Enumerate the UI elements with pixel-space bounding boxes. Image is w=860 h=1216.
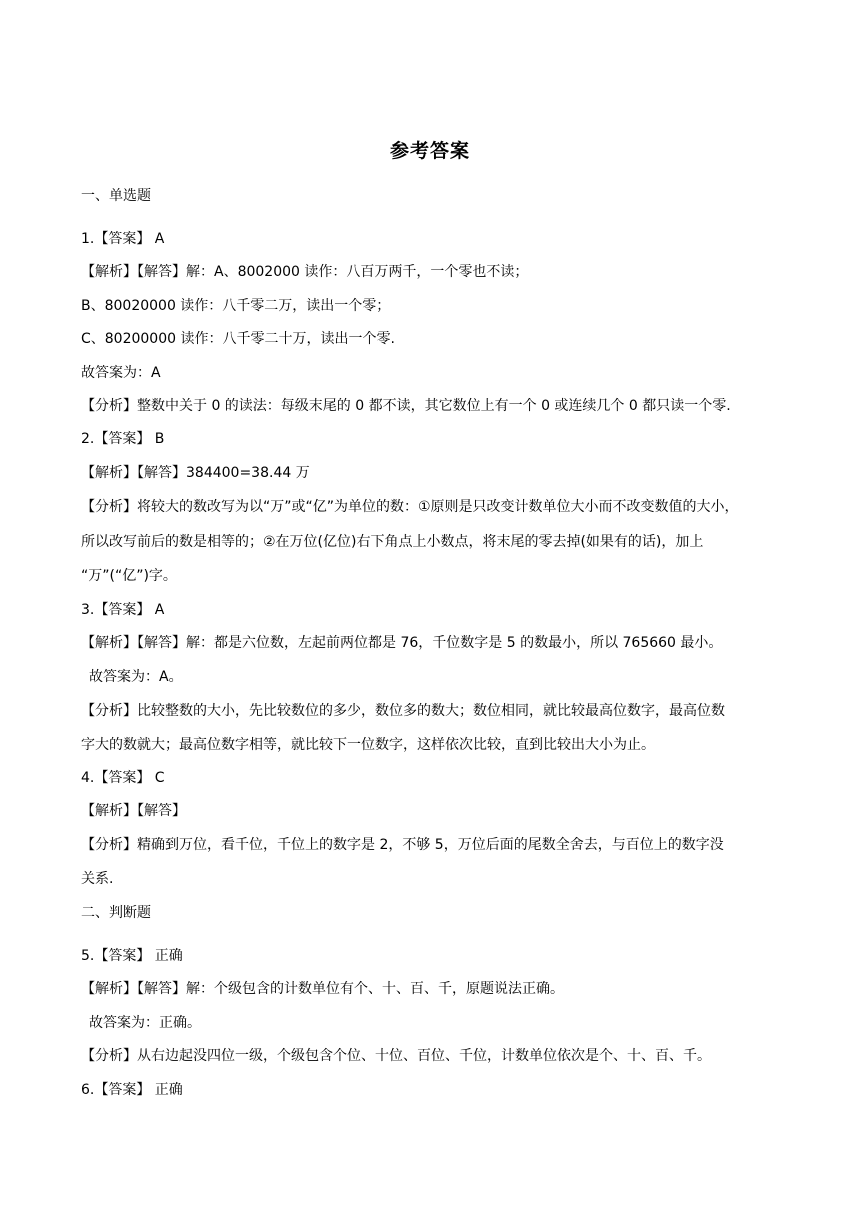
answer-6: 6.【答案】 正确 (81, 1082, 183, 1098)
conclusion-1: 故答案为：A (81, 365, 161, 381)
answer-2: 2.【答案】 B (81, 431, 165, 447)
analysis-4: 【解析】【解答】 (81, 803, 186, 819)
analysis-3: 【解析】【解答】解：都是六位数，左起前两位都是 76，千位数字是 5 的数最小，所以 765660 最小。 (81, 635, 723, 651)
analysis-1-option-c: C、80200000 读作：八千零二十万，读出一个零. (81, 331, 395, 347)
answer-1: 1.【答案】 A (81, 231, 165, 247)
explanation-3-line-2: 字大的数就大；最高位数字相等，就比较下一位数字，这样依次比较，直到比较出大小为止。 (81, 737, 655, 753)
answer-5: 5.【答案】 正确 (81, 948, 183, 964)
page-title: 参考答案 (389, 140, 470, 162)
explanation-2-line-2: 所以改写前后的数是相等的；②在万位(亿位)右下角点上小数点，将末尾的零去掉(如果有的话)，加上 (81, 534, 704, 550)
conclusion-3: 故答案为：A。 (89, 669, 183, 685)
analysis-5: 【解析】【解答】解：个级包含的计数单位有个、十、百、千，原题说法正确。 (81, 981, 564, 997)
explanation-1: 【分析】整数中关于 0 的读法：每级末尾的 0 都不读，其它数位上有一个 0 或连续几个 0 都只读一个零. (81, 398, 731, 414)
analysis-1: 【解析】【解答】解：A、8002000 读作：八百万两千，一个零也不读； (81, 264, 529, 280)
answer-4: 4.【答案】 C (81, 770, 165, 786)
explanation-4-line-1: 【分析】精确到万位，看千位，千位上的数字是 2，不够 5，万位后面的尾数全舍去，与百位上的数字没 (81, 837, 724, 853)
analysis-2: 【解析】【解答】384400=38.44 万 (81, 465, 310, 481)
section-heading-true-false: 二、判断题 (81, 905, 151, 921)
answer-3: 3.【答案】 A (81, 602, 165, 618)
section-heading-single-choice: 一、单选题 (81, 188, 151, 204)
analysis-1-option-b: B、80020000 读作：八千零二万，读出一个零； (81, 298, 391, 314)
conclusion-5: 故答案为：正确。 (89, 1015, 201, 1031)
explanation-5: 【分析】从右边起没四位一级，个级包含个位、十位、百位、千位，计数单位依次是个、十、百、千。 (81, 1048, 711, 1064)
explanation-2-line-3: “万”(“亿”)字。 (81, 568, 177, 584)
explanation-4-line-2: 关系. (81, 871, 114, 887)
explanation-3-line-1: 【分析】比较整数的大小，先比较数位的多少，数位多的数大；数位相同，就比较最高位数字，最高位数 (81, 703, 725, 719)
explanation-2-line-1: 【分析】将较大的数改写为以“万”或“亿”为单位的数：①原则是只改变计数单位大小而不改变数值的大小， (81, 499, 739, 515)
